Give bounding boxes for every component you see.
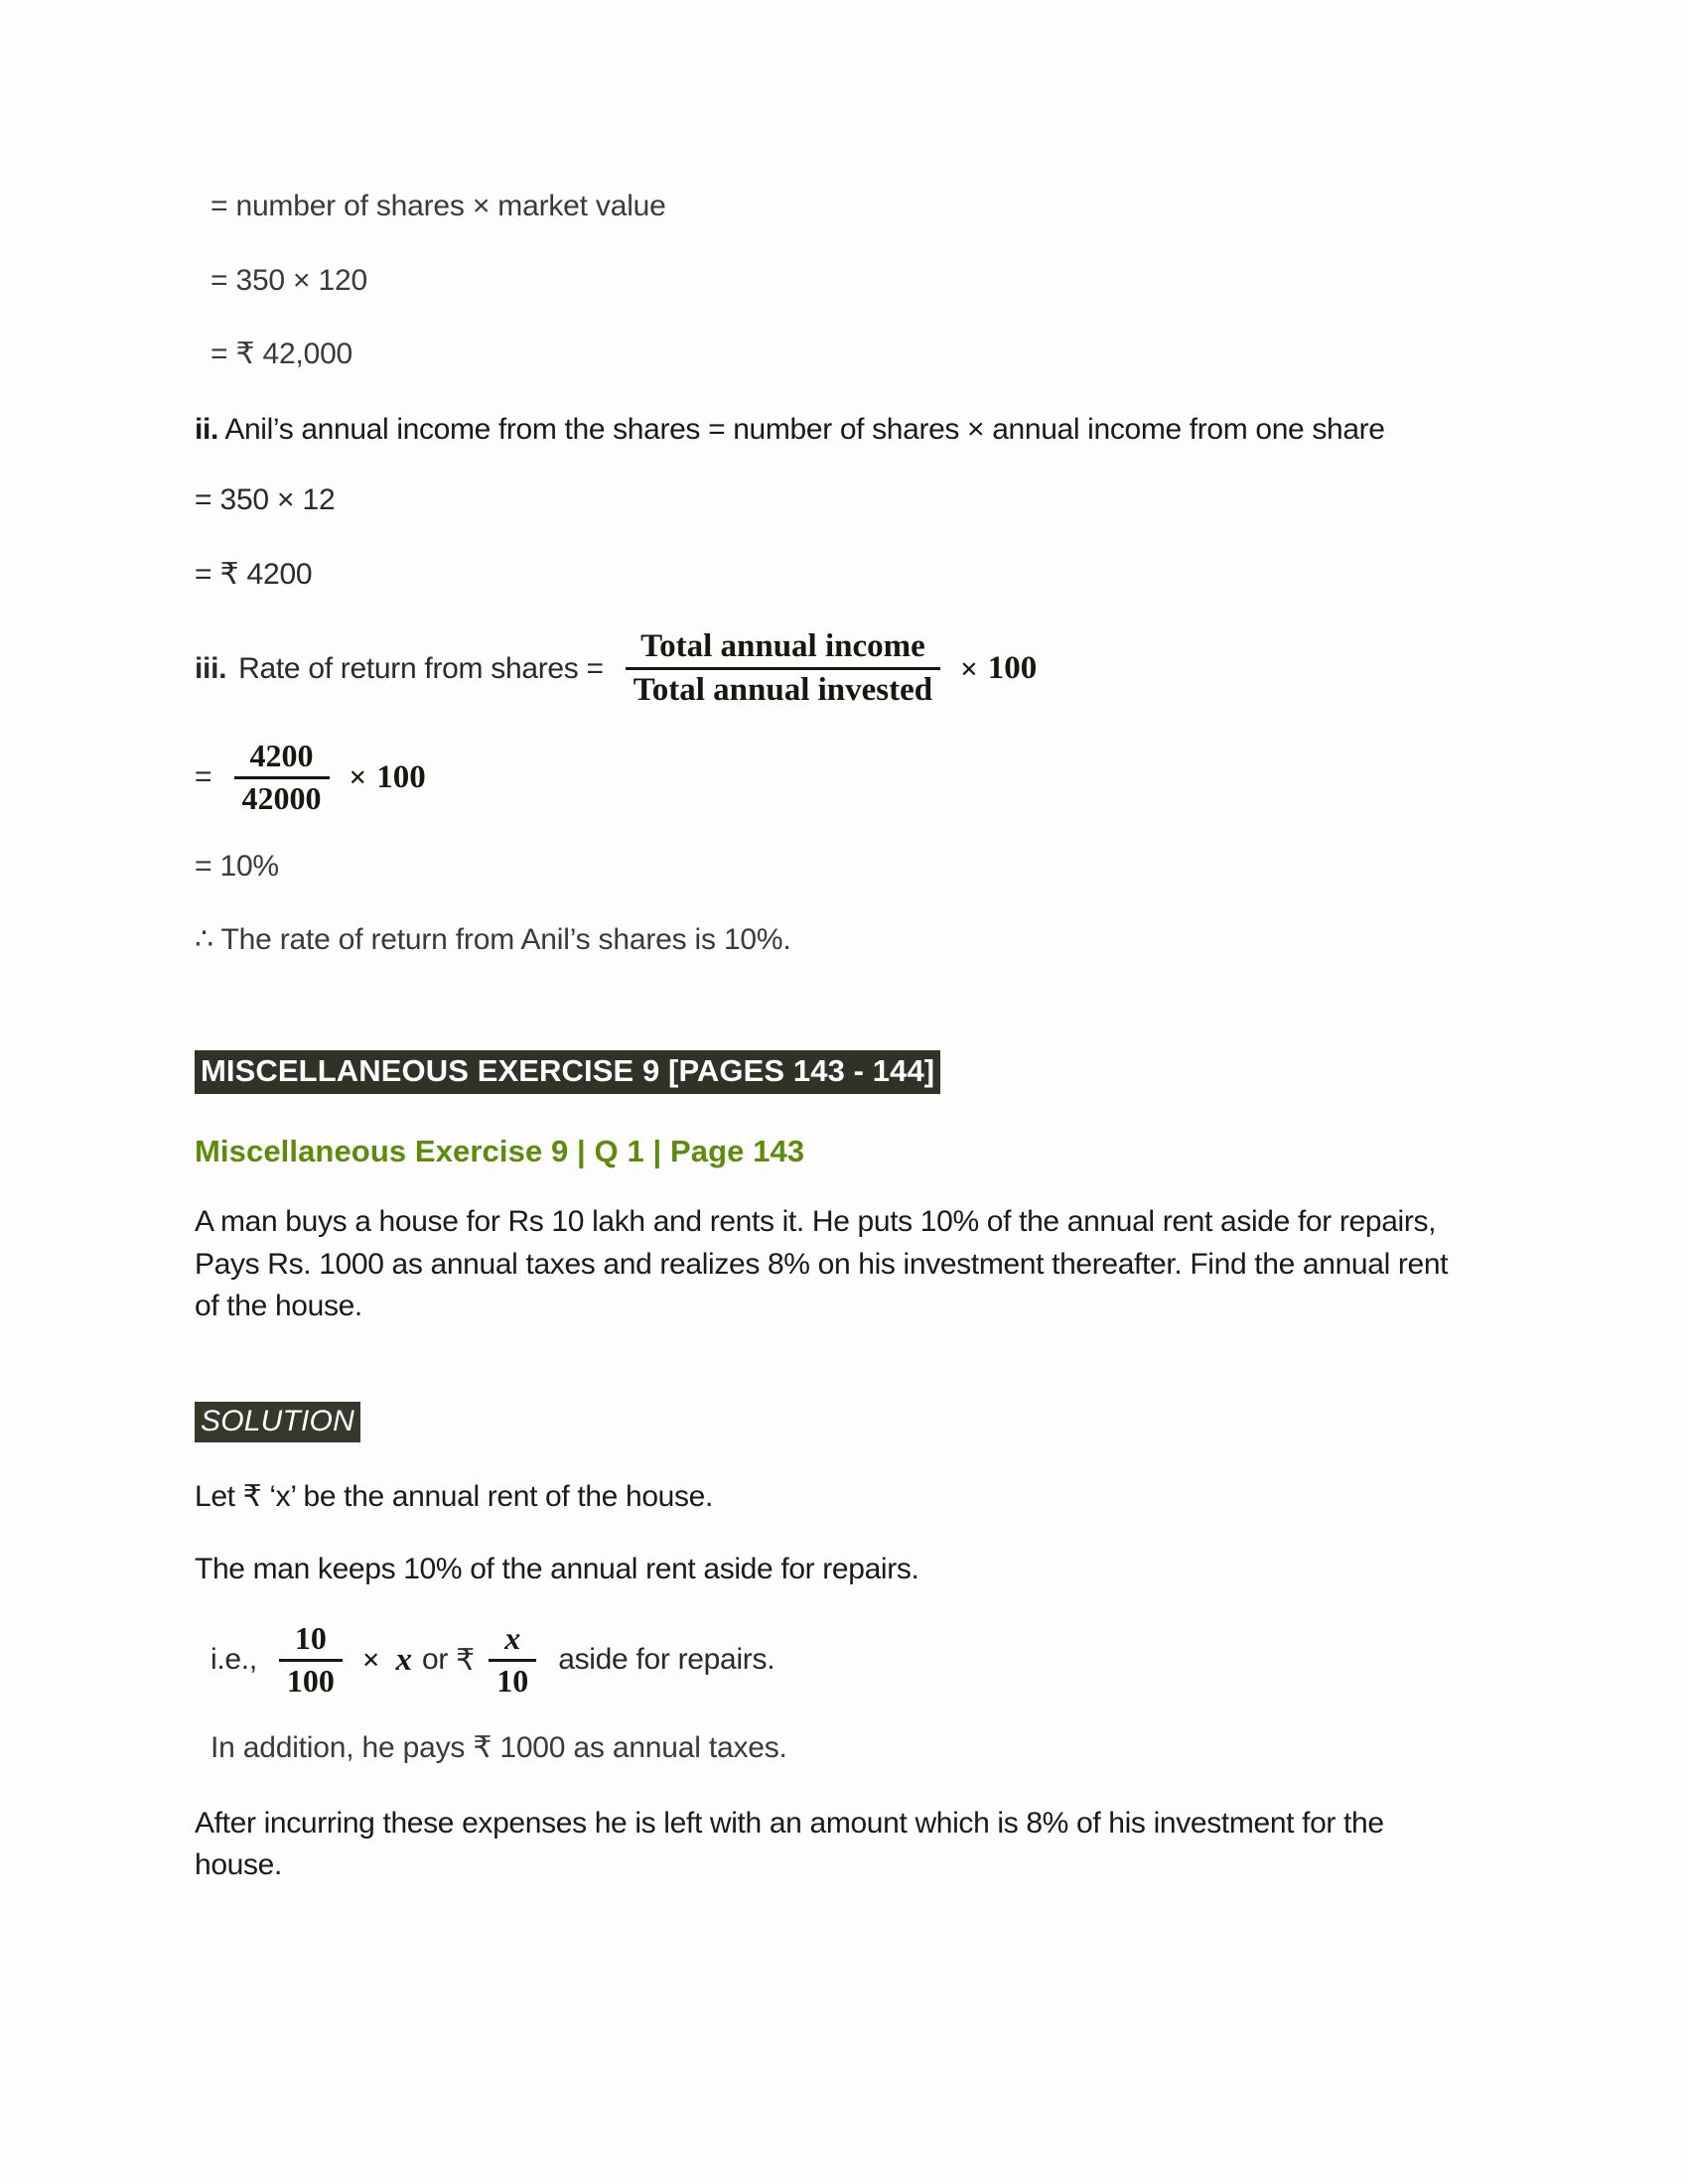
question-heading: Miscellaneous Exercise 9 | Q 1 | Page 143 (195, 1134, 805, 1169)
part-iii-substitution (195, 739, 1456, 817)
part-ii-statement (195, 409, 1456, 452)
numeric-fraction-numerator: 4200 (249, 738, 314, 773)
solution-line-1: Let ₹ ‘x’ be the annual rent of the house. (195, 1480, 713, 1514)
variable-x: x (395, 1641, 413, 1678)
numeric-fraction-denominator: 42000 (241, 779, 322, 816)
part-i-line-3: = ₹ 42,000 (211, 338, 353, 370)
part-i-line-2: = 350 × 120 (211, 263, 367, 297)
repairs-fraction-denominator: 100 (286, 1662, 335, 1699)
numeric-fraction (234, 739, 330, 817)
multiply-icon: × (960, 650, 978, 686)
multiply-icon: × (349, 759, 367, 795)
multiply-icon: × (361, 1642, 380, 1677)
part-iii-marker: iii. (195, 651, 227, 685)
ie-label: i.e., (211, 1643, 257, 1676)
rate-of-return-fraction (626, 628, 940, 709)
question-text: A man buys a house for Rs 10 lakh and rents it. He puts 10% of the annual rent aside for repairs, Pays Rs. 1000 as annual taxes and realizes 8% on his investment thereafter. Find the annual rent of the house. (195, 1205, 1449, 1323)
solution-line-4: After incurring these expenses he is left with an amount which is 8% of his investment for the house. (195, 1806, 1384, 1882)
part-iii-conclusion: ∴ The rate of return from Anil’s shares is 10%. (195, 923, 791, 957)
part-ii-text: Anil’s annual income from the shares = number of shares × annual income from one share (224, 412, 1385, 446)
page-content (195, 187, 1456, 1917)
repairs-fraction-numerator: 10 (294, 1619, 327, 1656)
repairs-fraction-percent (279, 1621, 343, 1700)
solution-line-3: In addition, he pays ₹ 1000 as annual taxes. (211, 1731, 787, 1765)
solution-math-line (195, 1621, 1456, 1700)
exercise-heading: MISCELLANEOUS EXERCISE 9 [PAGES 143 - 144] (195, 1050, 940, 1095)
exercise-heading-wrapper (195, 995, 1456, 1135)
aside-for-repairs-text: aside for repairs. (558, 1643, 775, 1676)
x-over-10-denominator: 10 (496, 1662, 529, 1699)
part-i-line-1: = number of shares × market value (211, 190, 666, 222)
rupee-symbol: ₹ (456, 1643, 476, 1677)
solution-label-wrapper (195, 1358, 1456, 1477)
solution-line-2: The man keeps 10% of the annual rent aside for repairs. (195, 1553, 919, 1586)
solution-label: SOLUTION (195, 1402, 360, 1443)
numeric-multiplier-value: 100 (376, 758, 426, 795)
fraction-numerator: Total annual income (640, 628, 925, 665)
fraction-denominator: Total annual invested (633, 672, 933, 709)
part-ii-line-1: = 350 × 12 (195, 483, 336, 517)
part-iii-label: Rate of return from shares = (238, 651, 604, 685)
part-iii-result: = 10% (195, 849, 279, 883)
multiplier-value: 100 (987, 650, 1038, 687)
part-ii-line-2: = ₹ 4200 (195, 557, 313, 591)
or-label: or (422, 1643, 449, 1676)
equals-sign: = (195, 760, 212, 794)
part-ii-marker: ii. (195, 412, 218, 446)
repairs-fraction-x-over-10 (489, 1621, 536, 1700)
part-iii-formula (195, 628, 1456, 709)
x-over-10-numerator: x (504, 1619, 521, 1656)
